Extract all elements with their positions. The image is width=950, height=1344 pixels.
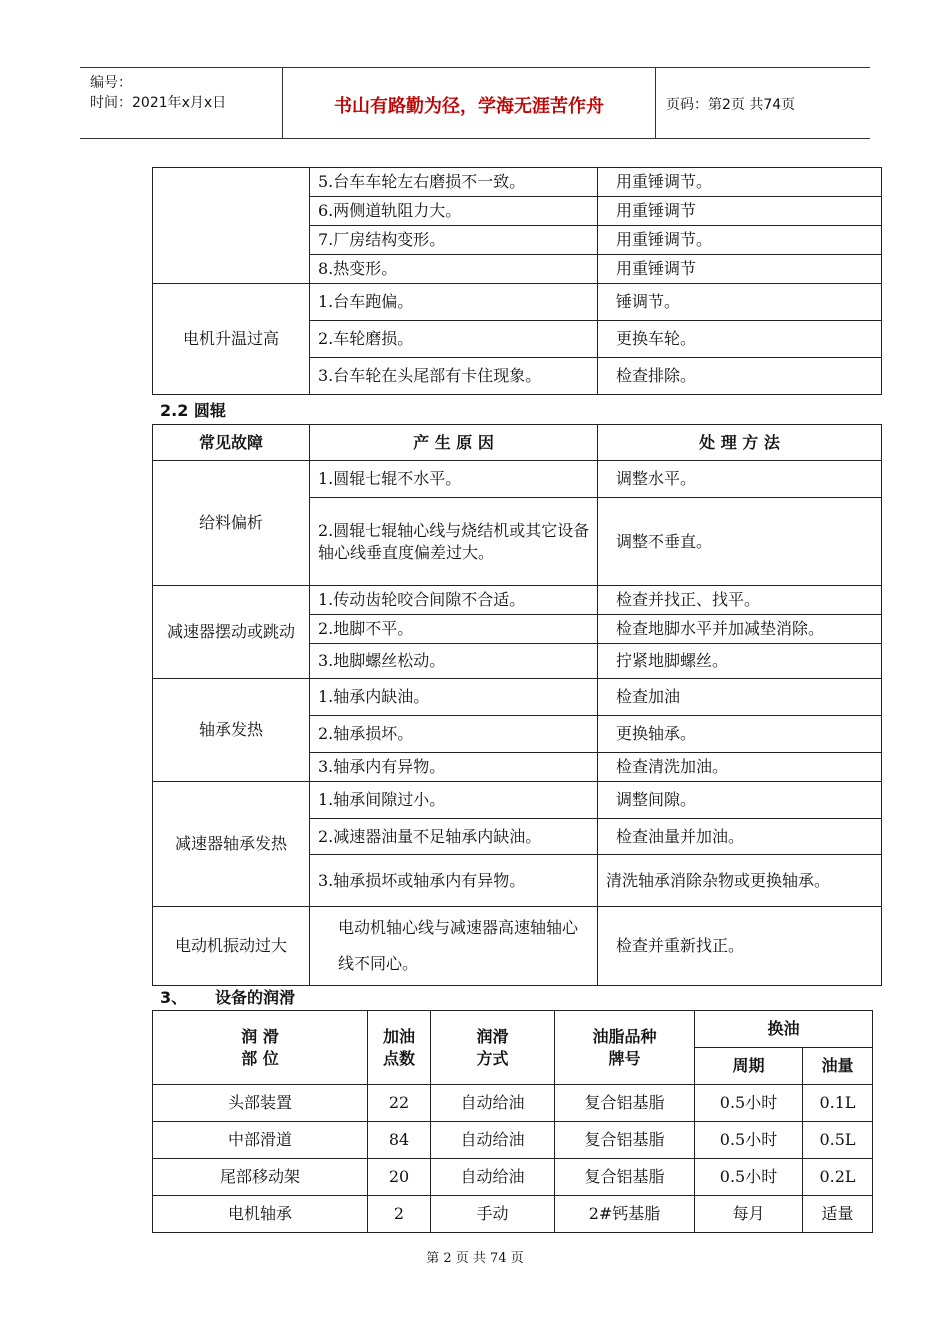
column-header-mode: 润滑 方式: [431, 1011, 555, 1085]
part-cell: 头部装置: [153, 1085, 368, 1122]
fault-cell: 电机升温过高: [153, 284, 310, 395]
cause-cell: 2.轴承损坏。: [310, 716, 598, 753]
cause-cell: 电动机轴心线与减速器高速轴轴心线不同心。: [310, 907, 598, 986]
header-right: [656, 68, 870, 138]
method-cell: 检查并重新找正。: [598, 907, 882, 986]
grease-cell: 复合铝基脂: [555, 1122, 695, 1159]
cause-cell: 2.圆辊七辊轴心线与烧结机或其它设备轴心线垂直度偏差过大。: [310, 498, 598, 586]
period-cell: 0.5小时: [695, 1159, 803, 1196]
method-cell: 拧紧地脚螺丝。: [598, 644, 882, 679]
table-header-row: [153, 1011, 873, 1048]
method-cell: 检查加油: [598, 679, 882, 716]
table-row: [153, 284, 882, 321]
method-cell: 调整间隙。: [598, 782, 882, 819]
table-row: [153, 461, 882, 498]
column-header-change: 换油: [695, 1011, 873, 1048]
points-cell: 84: [368, 1122, 431, 1159]
table-row: [153, 679, 882, 716]
cause-cell: 1.轴承内缺油。: [310, 679, 598, 716]
points-cell: 2: [368, 1196, 431, 1233]
table-row: [153, 782, 882, 819]
header-page-info: 页码：第2页 共74页: [666, 97, 796, 113]
mode-cell: 自动给油: [431, 1085, 555, 1122]
method-cell: 检查并找正、找平。: [598, 586, 882, 615]
method-cell: 检查排除。: [598, 358, 882, 395]
column-header-part: 润 滑 部 位: [153, 1011, 368, 1085]
column-header-method: 处 理 方 法: [598, 425, 882, 461]
method-cell: 调整水平。: [598, 461, 882, 498]
method-cell: 更换车轮。: [598, 321, 882, 358]
part-cell: 中部滑道: [153, 1122, 368, 1159]
header-motto: 书山有路勤为径，学海无涯苦作舟: [334, 96, 604, 117]
mode-cell: 手动: [431, 1196, 555, 1233]
period-cell: 0.5小时: [695, 1122, 803, 1159]
column-header-points: 加油 点数: [368, 1011, 431, 1085]
cause-cell: 8.热变形。: [310, 255, 598, 284]
column-header-fault: 常见故障: [153, 425, 310, 461]
cause-cell: 7.厂房结构变形。: [310, 226, 598, 255]
part-cell: 电机轴承: [153, 1196, 368, 1233]
lubrication-table: [152, 1010, 873, 1233]
method-cell: 用重锤调节。: [598, 226, 882, 255]
cause-cell: 1.传动齿轮咬合间隙不合适。: [310, 586, 598, 615]
page-footer: 第 2 页 共 74 页: [426, 1251, 524, 1266]
fault-cell: 轴承发热: [153, 679, 310, 782]
method-cell: 检查地脚水平并加减垫消除。: [598, 615, 882, 644]
table-row: [153, 1159, 873, 1196]
table-row: [153, 586, 882, 615]
round-roller-fault-table: [152, 424, 882, 986]
header-left: [80, 68, 283, 138]
table-row: [153, 1122, 873, 1159]
method-cell: 检查清洗加油。: [598, 753, 882, 782]
amount-cell: 0.1L: [803, 1085, 873, 1122]
method-cell: 清洗轴承消除杂物或更换轴承。: [598, 855, 882, 907]
period-cell: 0.5小时: [695, 1085, 803, 1122]
points-cell: 22: [368, 1085, 431, 1122]
amount-cell: 0.5L: [803, 1122, 873, 1159]
cause-cell: 3.轴承损坏或轴承内有异物。: [310, 855, 598, 907]
header-middle: [283, 68, 656, 138]
cause-cell: 1.圆辊七辊不水平。: [310, 461, 598, 498]
grease-cell: 复合铝基脂: [555, 1159, 695, 1196]
document-time-label: 时间：2021年x月x日: [90, 95, 227, 111]
fault-cell: 减速器轴承发热: [153, 782, 310, 907]
cause-cell: 3.轴承内有异物。: [310, 753, 598, 782]
table-row: [153, 907, 882, 986]
document-number-label: 编号：: [90, 75, 132, 91]
column-header-period: 周期: [695, 1048, 803, 1085]
amount-cell: 0.2L: [803, 1159, 873, 1196]
table-row: [153, 168, 882, 197]
method-cell: 锤调节。: [598, 284, 882, 321]
method-cell: 用重锤调节。: [598, 168, 882, 197]
cause-cell: 3.地脚螺丝松动。: [310, 644, 598, 679]
page-header: [80, 67, 870, 139]
fault-cell: 减速器摆动或跳动: [153, 586, 310, 679]
section-heading-3: 3、 设备的润滑: [160, 988, 295, 1007]
cause-cell: 1.台车跑偏。: [310, 284, 598, 321]
table-row: [153, 1085, 873, 1122]
mode-cell: 自动给油: [431, 1159, 555, 1196]
grease-cell: 2#钙基脂: [555, 1196, 695, 1233]
points-cell: 20: [368, 1159, 431, 1196]
fault-cell-empty: [153, 168, 310, 284]
mode-cell: 自动给油: [431, 1122, 555, 1159]
cause-cell: 2.地脚不平。: [310, 615, 598, 644]
method-cell: 用重锤调节: [598, 197, 882, 226]
section-heading-2-2: 2.2 圆辊: [160, 401, 226, 420]
method-cell: 用重锤调节: [598, 255, 882, 284]
cause-cell: 5.台车车轮左右磨损不一致。: [310, 168, 598, 197]
table-row: [153, 1196, 873, 1233]
amount-cell: 适量: [803, 1196, 873, 1233]
cause-cell: 2.车轮磨损。: [310, 321, 598, 358]
column-header-amount: 油量: [803, 1048, 873, 1085]
fault-cell: 给料偏析: [153, 461, 310, 586]
cause-cell: 1.轴承间隙过小。: [310, 782, 598, 819]
column-header-cause: 产 生 原 因: [310, 425, 598, 461]
cause-cell: 2.减速器油量不足轴承内缺油。: [310, 819, 598, 855]
fault-table-continued: [152, 167, 882, 395]
method-cell: 调整不垂直。: [598, 498, 882, 586]
grease-cell: 复合铝基脂: [555, 1085, 695, 1122]
column-header-grease: 油脂品种 牌号: [555, 1011, 695, 1085]
part-cell: 尾部移动架: [153, 1159, 368, 1196]
method-cell: 检查油量并加油。: [598, 819, 882, 855]
method-cell: 更换轴承。: [598, 716, 882, 753]
fault-cell: 电动机振动过大: [153, 907, 310, 986]
cause-cell: 3.台车轮在头尾部有卡住现象。: [310, 358, 598, 395]
period-cell: 每月: [695, 1196, 803, 1233]
table-header-row: [153, 425, 882, 461]
cause-cell: 6.两侧道轨阻力大。: [310, 197, 598, 226]
